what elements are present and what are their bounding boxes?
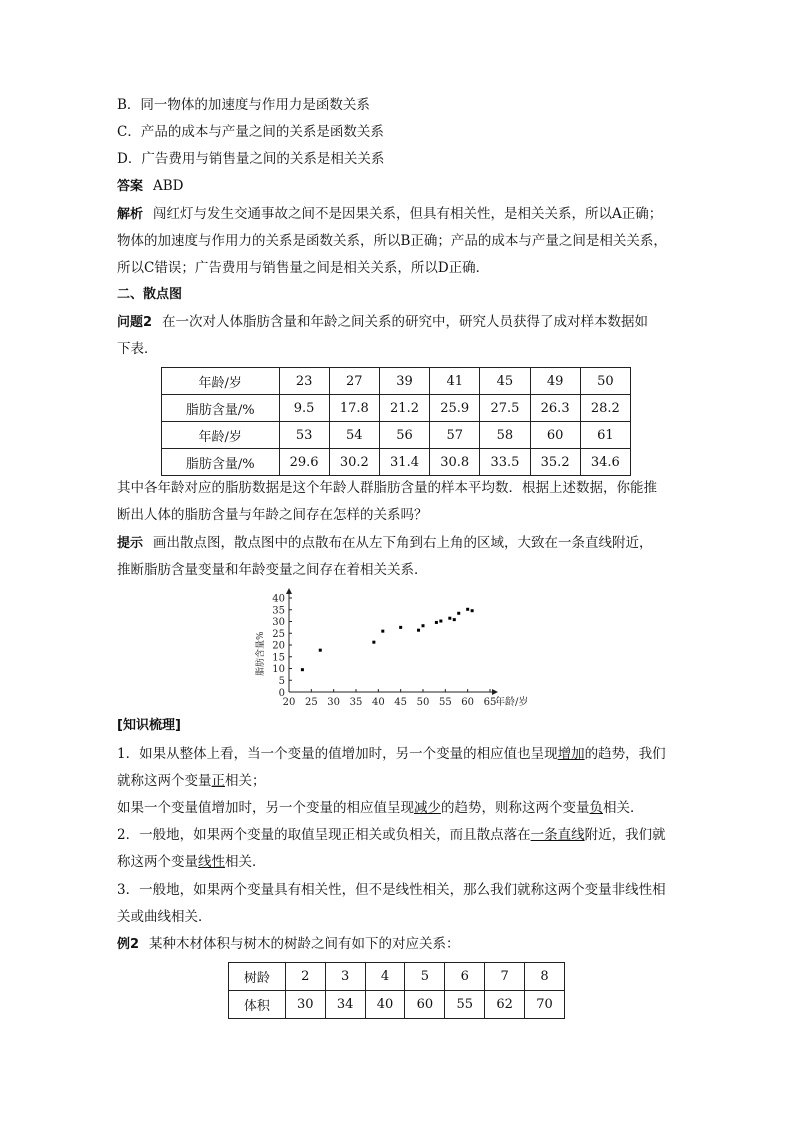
data-point [399,626,402,629]
table1-cell: 17.8 [329,395,379,422]
table2-cell: 55 [445,991,485,1019]
knowledge-text: 1．如果从整体上看，当一个变量的值增加时，另一个变量的相应值也呈现 [117,746,558,762]
analysis-line-3: 所以C错误；广告费用与销售量之间是相关关系，所以D正确． [117,260,490,276]
answer-label: 答案 [117,179,144,194]
chart-points [301,608,474,671]
knowledge-text: 的趋势，我们 [584,746,666,762]
table1-cell: 39 [379,368,429,395]
knowledge-p3: 3．一般地，如果两个变量具有相关性，但不是线性相关，那么我们就称这两个变量非线性相 [117,882,666,898]
option-c: C．产品的成本与产量之间的关系是函数关系 [117,124,384,140]
chart-axes [254,588,528,708]
table1-cell: 41 [430,368,480,395]
option-b: B．同一物体的加速度与作用力是函数关系 [117,97,370,113]
table1-cell: 23 [279,368,329,395]
problem2-label: 问题2 [117,315,153,330]
knowledge-text: 2．一般地，如果两个变量的取值呈现正相关或负相关，而且散点落在 [117,827,531,843]
x-tick-label: 45 [394,697,408,708]
data-point [435,621,438,624]
table1-cell: 34.6 [580,449,630,476]
knowledge-text: 相关． [603,800,644,816]
knowledge-p1-extra [117,798,644,818]
x-tick-label: 25 [304,697,318,708]
tree-volume-table [228,962,565,1019]
data-point [319,649,322,652]
table2-row [229,991,565,1019]
table1-cell: 25.9 [430,395,480,422]
y-tick-label: 35 [272,605,285,617]
knowledge-underlined: 增加 [557,746,585,762]
analysis-line-2: 物体的加速度与作用力的关系是函数关系，所以B正确；产品的成本与产量之间是相关关系， [117,233,667,249]
y-axis-arrow [286,588,292,594]
table1-row-label: 脂肪含量/% [162,395,280,422]
x-tick-label: 60 [461,697,475,708]
table2-cell: 2 [285,963,325,991]
data-point [381,630,384,633]
knowledge-underlined: 线性 [198,854,225,870]
table2-row-label: 体积 [229,991,286,1019]
table2-row-label: 树龄 [229,963,286,991]
table2-cell: 6 [445,963,485,991]
knowledge-p2-cont [117,852,266,872]
analysis-label: 解析 [117,207,144,222]
table2-row [229,963,565,991]
answer-value: ABD [153,178,184,194]
x-axis-arrow [492,689,498,695]
table2-cell: 70 [525,991,565,1019]
data-point [417,629,420,632]
table1-cell: 29.6 [279,449,329,476]
y-tick-label: 15 [272,652,285,664]
table2-cell: 34 [325,991,365,1019]
table1-cell: 31.4 [379,449,429,476]
y-tick-label: 25 [272,628,285,640]
table1-cell: 30.8 [430,449,480,476]
table1-cell: 30.2 [329,449,379,476]
table1-cell: 26.3 [530,395,580,422]
y-axis-label: 脂肪含量% [256,631,266,676]
origin-label: 0 [278,688,285,699]
x-tick-label: 40 [371,697,385,708]
table2-cell: 4 [365,963,405,991]
data-point [453,618,456,621]
knowledge-text: 的趋势，则称这两个变量 [441,800,590,816]
hint-line-1 [117,533,653,554]
data-point [422,624,425,627]
y-tick-label: 20 [272,640,285,652]
example2-text: 某种木材体积与树木的树龄之间有如下的对应关系： [149,936,460,952]
knowledge-underlined: 一条直线 [530,827,585,843]
knowledge-text: 称这两个变量 [117,854,198,870]
table1-row [162,395,631,422]
knowledge-text: 就称这两个变量 [117,773,212,789]
table1-cell: 33.5 [480,449,530,476]
table1-cell: 60 [530,422,580,449]
table1-cell: 35.2 [530,449,580,476]
table2-cell: 60 [405,991,445,1019]
knowledge-text: 相关． [225,854,266,870]
table1-cell: 50 [580,368,630,395]
x-tick-label: 20 [282,697,296,708]
table1-cell: 49 [530,368,580,395]
table1-row-label: 年龄/岁 [162,422,280,449]
x-tick-label: 55 [438,697,452,708]
table2-cell: 30 [285,991,325,1019]
table2-cell: 3 [325,963,365,991]
example2-label: 例2 [117,937,140,952]
table2-cell: 8 [525,963,565,991]
problem2-text: 在一次对人体脂肪含量和年龄之间关系的研究中，研究人员获得了成对样本数据如 [162,314,649,330]
scatter-chart [250,588,550,710]
table1-cell: 56 [379,422,429,449]
table1-cell: 27 [329,368,379,395]
x-axis-label: 年龄/岁 [495,697,529,708]
option-d: D．广告费用与销售量之间的关系是相关关系 [117,151,385,167]
table1-cell: 57 [430,422,480,449]
analysis-line-1 [117,204,662,225]
table1-cell: 61 [580,422,630,449]
table1-row [162,422,631,449]
y-tick-label: 40 [272,593,285,605]
hint-text: 画出散点图，散点图中的点散布在从左下角到右上角的区域，大致在一条直线附近， [153,535,653,551]
x-tick-label: 65 [483,697,497,708]
table2-cell: 5 [405,963,445,991]
data-point [372,641,375,644]
table1-row-label: 年龄/岁 [162,368,280,395]
table1-cell: 54 [329,422,379,449]
knowledge-p2 [117,825,666,845]
knowledge-p3-cont: 关或曲线相关． [117,909,212,925]
table1-cell: 27.5 [480,395,530,422]
y-tick-label: 5 [278,675,285,687]
table1-cell: 45 [480,368,530,395]
knowledge-underlined: 负 [589,800,603,816]
table1-cell: 9.5 [279,395,329,422]
x-tick-label: 50 [416,697,430,708]
section-heading: 二、散点图 [117,287,183,302]
table1-cell: 28.2 [580,395,630,422]
knowledge-heading: [知识梳理] [117,718,181,733]
example2-line [117,934,460,955]
age-fat-table [161,367,631,476]
table2-cell: 62 [485,991,525,1019]
knowledge-text: 附近，我们就 [584,827,666,843]
data-point [457,612,460,615]
hint-label: 提示 [117,536,144,551]
data-point [471,609,474,612]
problem2-line-1 [117,312,648,333]
after-table-line-1: 其中各年龄对应的脂肪数据是这个年龄人群脂肪含量的样本平均数．根据上述数据，你能推 [117,480,657,496]
knowledge-text: 相关； [225,773,266,789]
after-table-line-2: 断出人体的脂肪含量与年龄之间存在怎样的关系吗？ [117,507,428,523]
table1-row-label: 脂肪含量/% [162,449,280,476]
knowledge-underlined: 减少 [414,800,441,816]
problem2-line-2: 下表． [117,341,158,357]
table1-row [162,449,631,476]
data-point [448,617,451,620]
x-tick-label: 35 [349,697,363,708]
table1-cell: 58 [480,422,530,449]
x-tick-label: 30 [327,697,341,708]
table2-cell: 40 [365,991,405,1019]
table1-row [162,368,631,395]
knowledge-p1 [117,744,666,764]
analysis-text: 闯红灯与发生交通事故之间不是因果关系，但具有相关性，是相关关系，所以A正确； [153,206,663,222]
table1-cell: 53 [279,422,329,449]
y-tick-label: 30 [272,617,285,628]
y-tick-label: 10 [272,664,285,675]
table2-cell: 7 [485,963,525,991]
knowledge-underlined: 正 [211,773,225,789]
data-point [439,620,442,623]
table1-cell: 21.2 [379,395,429,422]
data-point [466,608,469,611]
answer-line [117,176,184,197]
knowledge-p1-cont [117,771,266,791]
knowledge-text: 如果一个变量值增加时，另一个变量的相应值呈现 [117,800,414,816]
data-point [301,668,304,671]
hint-line-2: 推断脂肪含量变量和年龄变量之间存在着相关关系． [117,562,428,578]
